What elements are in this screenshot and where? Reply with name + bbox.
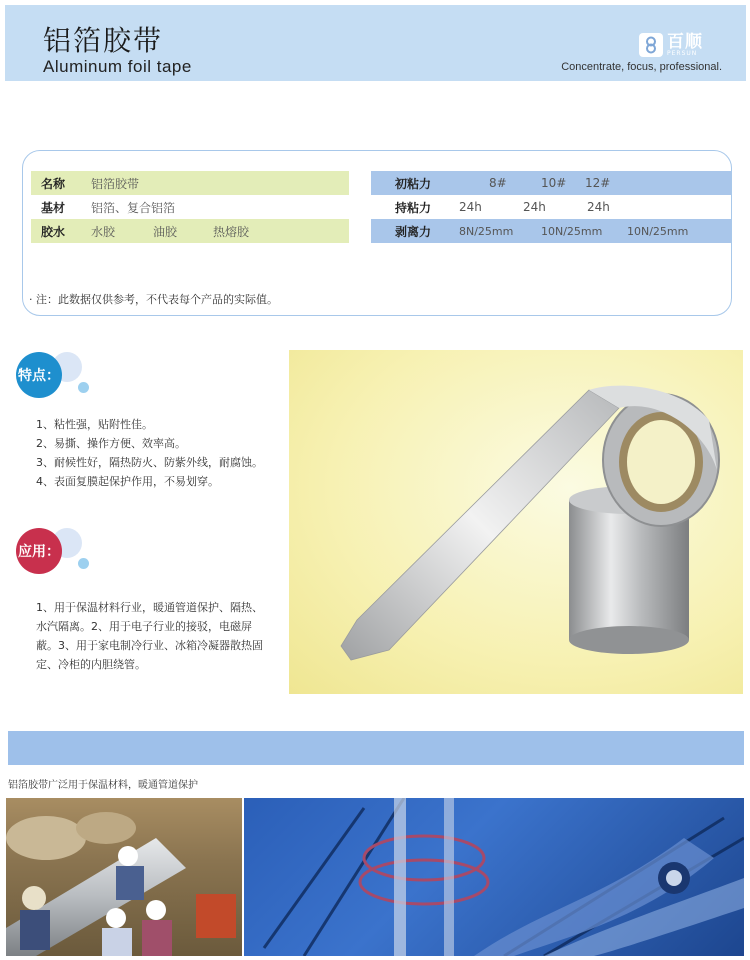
tape-roll-illustration bbox=[289, 350, 743, 694]
spec-label: 剥离力 bbox=[395, 224, 432, 239]
feature-item: 1、粘性强，贴附性佳。 bbox=[36, 418, 153, 431]
logo-mark-icon bbox=[639, 33, 663, 57]
spec-value: 8# bbox=[489, 176, 507, 190]
application-line: 蔽。3、用于家电制冷行业、冰箱冷凝器散热固 bbox=[36, 639, 263, 652]
spec-row-initial-tack bbox=[371, 171, 731, 195]
spec-value: 铝箔、复合铝箔 bbox=[91, 200, 176, 215]
application-line: 定、冷柜的内胆绕管。 bbox=[36, 658, 146, 671]
spec-row-name bbox=[31, 171, 349, 195]
section-divider-bar bbox=[8, 731, 744, 765]
spec-value: 24h bbox=[587, 200, 610, 214]
brand-logo bbox=[639, 33, 703, 57]
spec-value: 8N/25mm bbox=[459, 224, 514, 238]
spec-value: 热熔胶 bbox=[213, 224, 250, 239]
applications-text bbox=[36, 598, 263, 674]
pipeline-workers-photo bbox=[6, 798, 242, 956]
spec-value: 10N/25mm bbox=[627, 224, 689, 238]
spec-label: 初粘力 bbox=[395, 176, 432, 191]
spec-value: 水胶 bbox=[91, 224, 116, 239]
spec-value: 铝箔胶带 bbox=[91, 176, 140, 191]
product-photo bbox=[289, 350, 743, 694]
spec-label: 基材 bbox=[41, 200, 66, 215]
features-list bbox=[36, 415, 263, 491]
decorative-dot-icon bbox=[78, 382, 89, 393]
spec-panel bbox=[22, 150, 732, 316]
application-line: 水汽隔离。2、用于电子行业的接驳，电磁屏 bbox=[36, 620, 252, 633]
feature-item: 4、表面复膜起保护作用，不易划穿。 bbox=[36, 475, 219, 488]
applications-badge bbox=[16, 528, 62, 574]
pipeline-scene-illustration bbox=[6, 798, 242, 956]
spec-value: 12# bbox=[585, 176, 611, 190]
logo-subtext: PERSUN bbox=[667, 49, 698, 57]
spec-value: 油胶 bbox=[153, 224, 178, 239]
spec-value: 10N/25mm bbox=[541, 224, 603, 238]
spec-value: 24h bbox=[459, 200, 482, 214]
spec-label: 胶水 bbox=[41, 224, 66, 239]
application-caption: 铝箔胶带广泛用于保温材料，暖通管道保护 bbox=[8, 780, 198, 791]
page-subtitle: Aluminum foil tape bbox=[43, 57, 192, 76]
page-title: 铝箔胶带 bbox=[43, 24, 164, 57]
decorative-dot-icon bbox=[78, 558, 89, 569]
spec-table-left bbox=[31, 171, 349, 243]
spec-value: 10# bbox=[541, 176, 567, 190]
page-header bbox=[5, 5, 746, 81]
features-badge bbox=[16, 352, 62, 398]
application-line: 1、用于保温材料行业，暖通管道保护、隔热、 bbox=[36, 601, 263, 614]
logo-text: 百顺 PERSUN bbox=[667, 31, 703, 57]
spec-label: 持粘力 bbox=[395, 200, 432, 215]
spec-row-holding-power bbox=[371, 195, 731, 219]
feature-item: 3、耐候性好，隔热防火、防紫外线，耐腐蚀。 bbox=[36, 456, 263, 469]
spec-row-material bbox=[31, 195, 349, 219]
industrial-plant-photo bbox=[244, 798, 744, 956]
spec-table-right bbox=[371, 171, 731, 243]
spec-row-peel-strength bbox=[371, 219, 731, 243]
spec-label: 名称 bbox=[41, 176, 66, 191]
features-label: 特点： bbox=[18, 368, 60, 384]
applications-label: 应用： bbox=[18, 544, 60, 560]
spec-note: · 注：此数据仅供参考，不代表每个产品的实际值。 bbox=[29, 293, 278, 306]
spec-value: 24h bbox=[523, 200, 546, 214]
spec-row-adhesive bbox=[31, 219, 349, 243]
industrial-scene-illustration bbox=[244, 798, 744, 956]
feature-item: 2、易撕、操作方便、效率高。 bbox=[36, 437, 186, 450]
slogan: Concentrate, focus, professional. bbox=[561, 61, 722, 73]
